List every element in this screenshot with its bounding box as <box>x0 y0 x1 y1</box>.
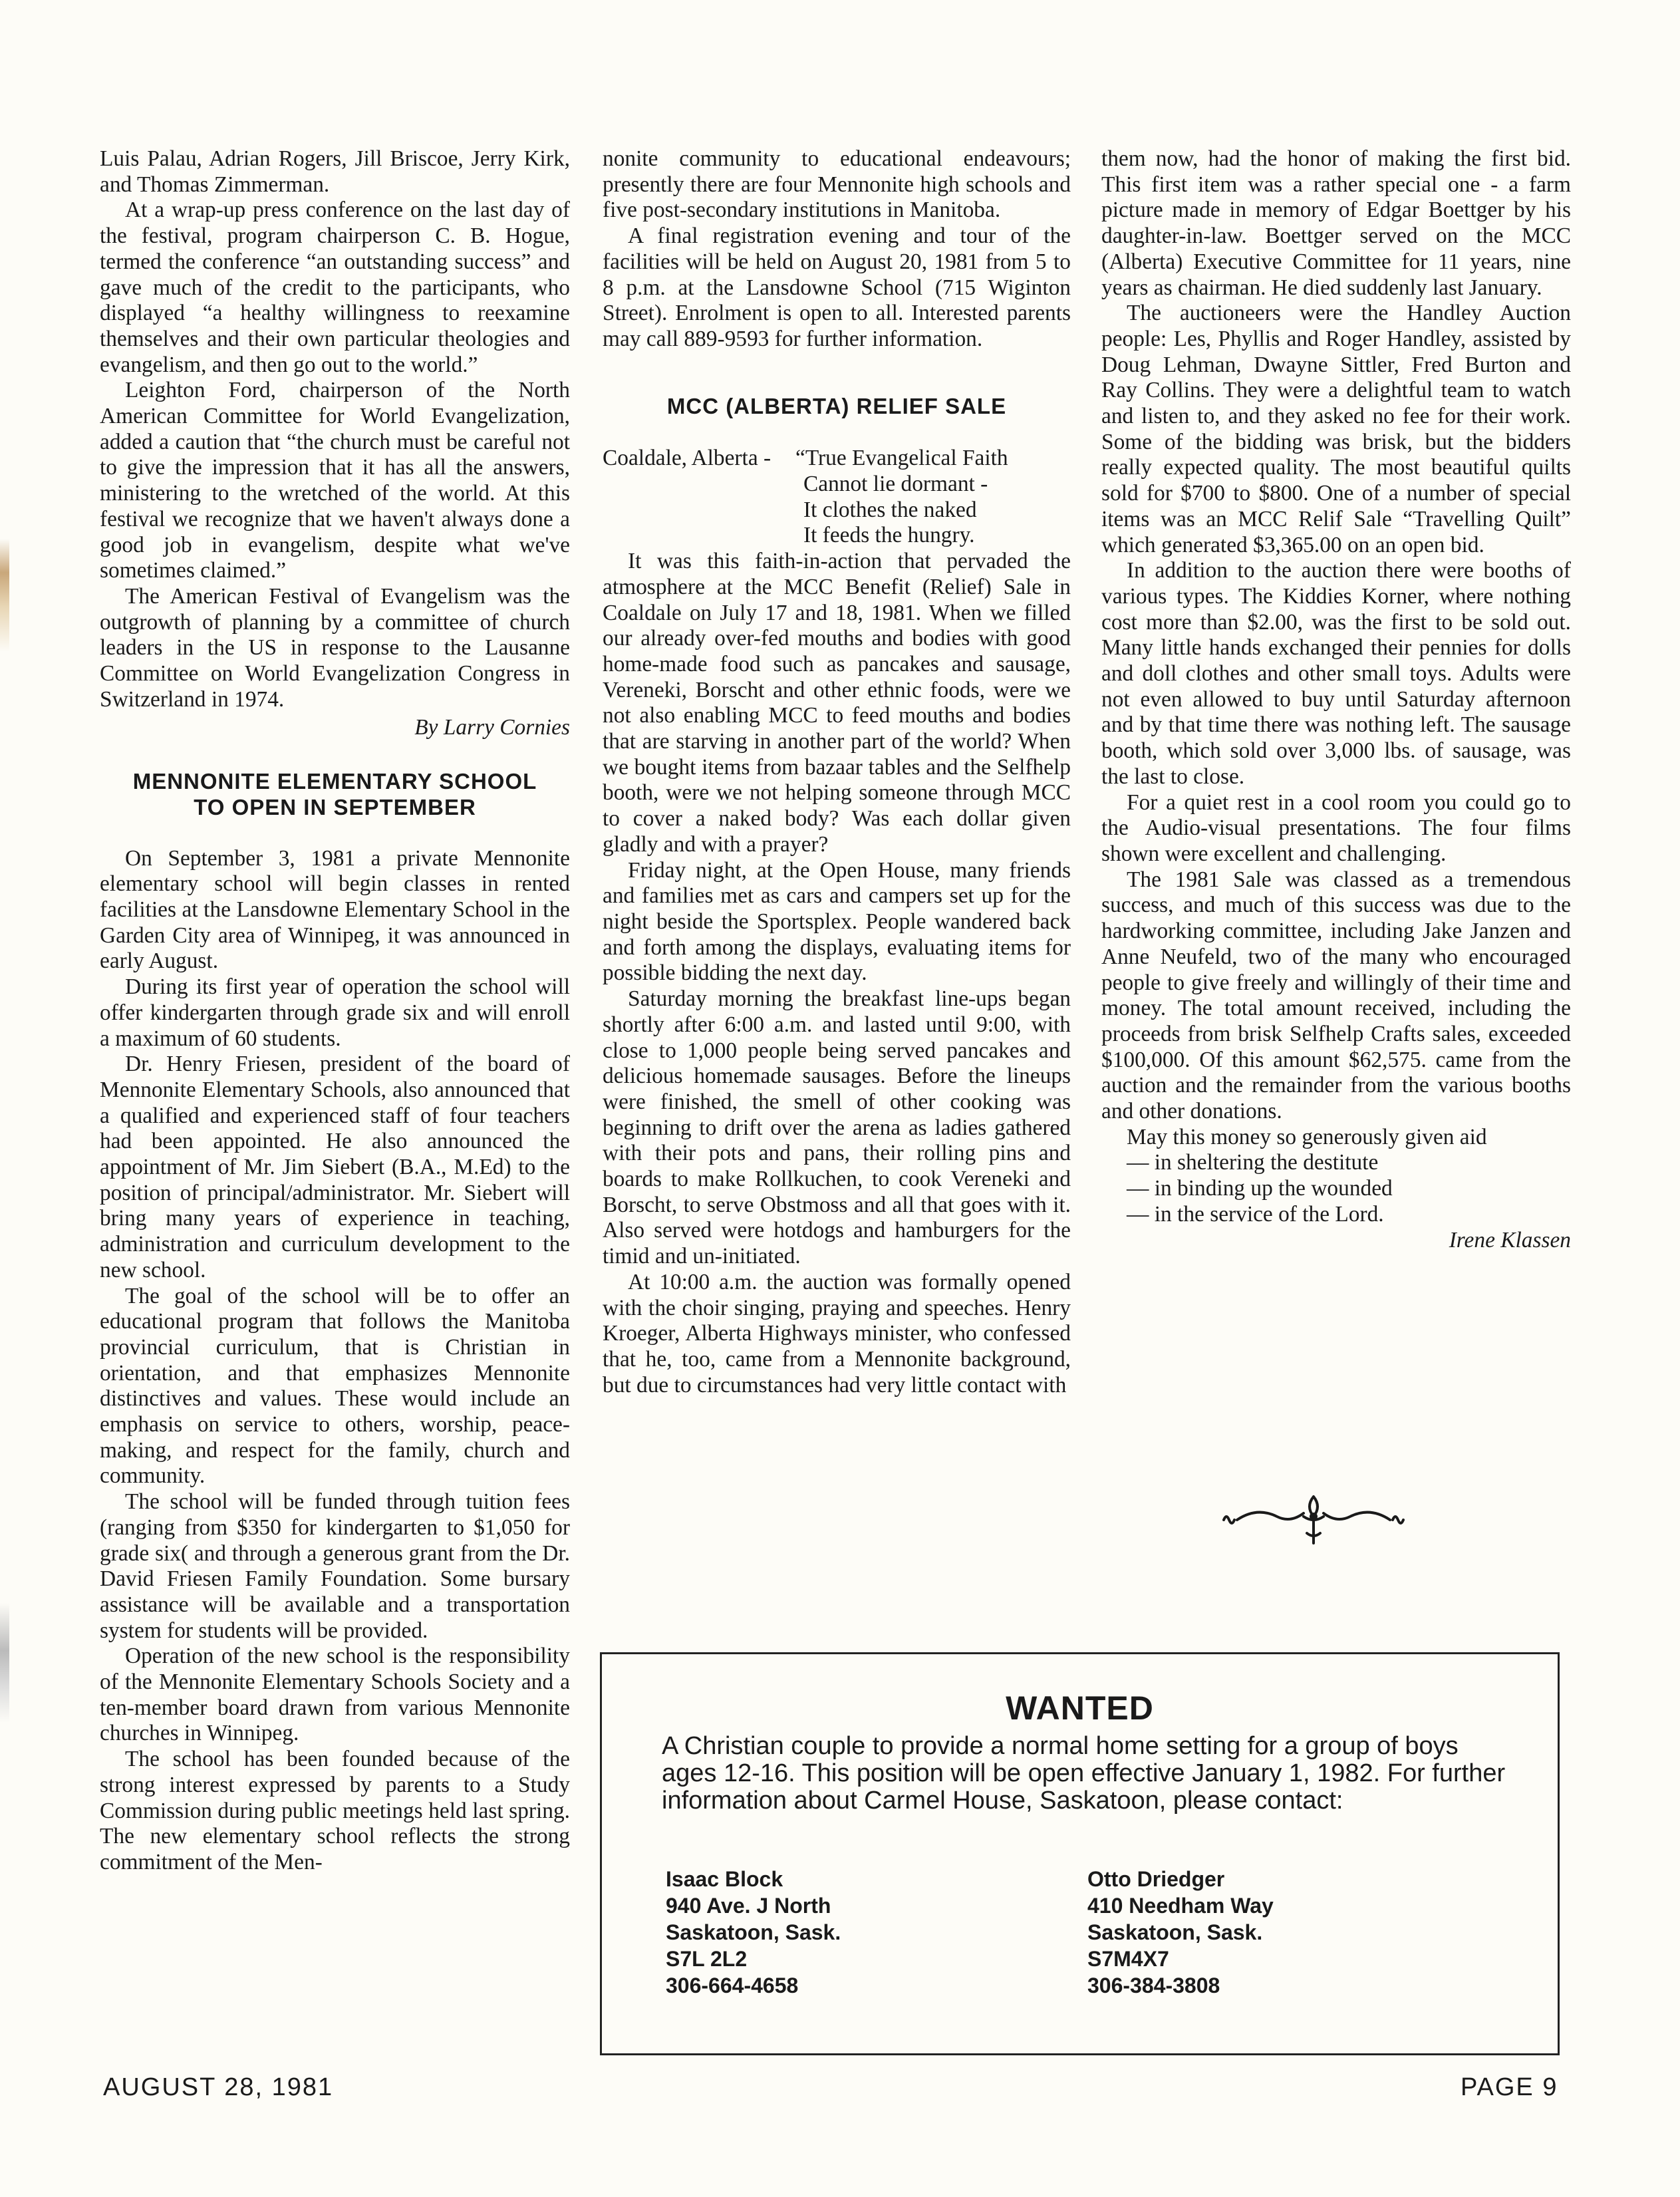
article-paragraph: A final registration evening and tour of the facilities will be held on August 20, 1981 from 5 to 8 p.m. at the Lansdowne School (715 Wiginton Street). Enrolment is open to all. Interested parents may call 889-9593 for further information. <box>603 223 1071 351</box>
contact-line: 940 Ave. J North <box>666 1894 831 1918</box>
ad-contacts <box>666 1866 1530 1999</box>
article-paragraph: The school will be funded through tuition fees (ranging from $350 for kindergarten to $1,050 for grade six( and through a generous grant from the Dr. David Friesen Family Foundation. Some bursary assistance will be available and a transportation system for students will be provided. <box>100 1489 570 1643</box>
dateline: Coaldale, Alberta - <box>603 446 771 471</box>
ad-title: WANTED <box>1006 1689 1154 1727</box>
article-paragraph: The 1981 Sale was classed as a tremendous success, and much of this success was due to the hardworking committee, including Jake Janzen and Anne Neufeld, two of the many who encouraged people to give freely and willingly of their time and money. The total amount received, including the proceeds from brisk Selfhelp Crafts sales, exceeded $100,000. Of this amount $62,575. came from the auction and the remainder from the various booths and other donations. <box>1101 867 1571 1124</box>
article-paragraph: The American Festival of Evangelism was the outgrowth of planning by a committee of church leaders in the US in response to the Lausanne Committee on World Evangelization Congress in Switzerland in 1974. <box>100 583 570 712</box>
scan-mark-bottom <box>0 1603 9 1723</box>
contact-line: S7L 2L2 <box>666 1947 748 1971</box>
contact-line: Isaac Block <box>666 1867 783 1891</box>
article-paragraph: nonite community to educational endeavours; presently there are four Mennonite high schools and five post-secondary institutions in Manitoba. <box>603 146 1071 223</box>
contact-line: 306-384-3808 <box>1087 1974 1220 1997</box>
article-paragraph: At 10:00 a.m. the auction was formally opened with the choir singing, praying and speeches. Henry Kroeger, Alberta Highways minister, who confessed that he, too, came from a Mennonite background, but due to circumstances had very little contact with <box>603 1269 1071 1397</box>
article-paragraph: The goal of the school will be to offer an educational program that follows the Manitoba provincial curriculum, that is Christian in orientation, and that emphasizes Mennonite distinctives and values. These would include an emphasis on service to others, worship, peace-making, and respect for the family, church and community. <box>100 1283 570 1489</box>
ornament-divider-icon <box>1217 1483 1410 1550</box>
aid-item: — in sheltering the destitute <box>1127 1150 1379 1175</box>
article-paragraph: The school has been founded because of the strong interest expressed by parents to a Study Commission during public meetings held last spring. The new elementary school reflects the strong commitment of the Men- <box>100 1747 570 1874</box>
article-paragraph: For a quiet rest in a cool room you could go to the Audio-visual presentations. The four films shown were excellent and challenging. <box>1101 790 1571 866</box>
article-paragraph: Dr. Henry Friesen, president of the board of Mennonite Elementary Schools, also announced that a qualified and experienced staff of four teachers had been appointed. He also announced the appointment of Mr. Jim Siebert (B.A., M.Ed) to the position of principal/administrator. Mr. Siebert will bring many years of experience in teaching, administration and curriculum development to the new school. <box>100 1052 570 1282</box>
verse-line: It feeds the hungry. <box>803 523 975 548</box>
article-paragraph: Luis Palau, Adrian Rogers, Jill Briscoe, Jerry Kirk, and Thomas Zimmerman. <box>100 146 570 197</box>
article-paragraph: At a wrap-up press conference on the last day of the festival, program chairperson C. B. Hogue, termed the conference “an outstanding success” and gave much of the credit to the participants, who displayed “a healthy willingness to reexamine themselves and their own particular theologies and evangelism, and then go out to the world.” <box>100 198 570 377</box>
column-right <box>1101 146 1571 1253</box>
article-paragraph: Leighton Ford, chairperson of the North American Committee for World Evangelization, added a caution that “the church must be careful not to give the impression that it has all the answers, ministering to the wretched of the world. At this festival we recognize that we haven't always done a good job in evangelism, despite what we've sometimes claimed.” <box>100 378 570 583</box>
column-middle <box>603 146 1071 1398</box>
dateline-verse <box>603 446 1071 549</box>
article-paragraph: Saturday morning the breakfast line-ups began shortly after 6:00 a.m. and lasted until 9:00, with close to 1,000 people being served pancakes and delicious homemade sausages. Before the lineups were finished, the smell of other cooking was beginning to drift over the arena as ladies gathered with their pots and pans, their rolling pins and boards to make Rollkuchen, to cook Vereneki and Borscht, to serve Obstmoss and all that goes with it. Also served were hotdogs and hamburgers for the timid and un-initiated. <box>603 986 1071 1269</box>
footer-page-number: PAGE 9 <box>1461 2073 1558 2101</box>
verse-line: It clothes the naked <box>803 497 977 522</box>
article-paragraph: During its first year of operation the school will offer kindergarten through grade six and will enroll a maximum of 60 students. <box>100 974 570 1051</box>
aid-item: — in the service of the Lord. <box>1127 1201 1384 1227</box>
scan-mark-top <box>0 539 9 652</box>
contact-line: Saskatoon, Sask. <box>666 1920 841 1944</box>
article-paragraph: Friday night, at the Open House, many friends and families met as cars and campers set up for the night beside the Sportsplex. People wandered back and forth among the displays, evaluating items for possible bidding the next day. <box>603 857 1071 986</box>
article-paragraph: On September 3, 1981 a private Mennonite elementary school will begin classes in rented facilities at the Lansdowne Elementary School in the Garden City area of Winnipeg, it was announced in early August. <box>100 845 570 974</box>
aid-list <box>1101 1150 1571 1227</box>
column-left <box>100 146 570 1876</box>
contact-line: Saskatoon, Sask. <box>1087 1920 1263 1944</box>
article-paragraph: In addition to the auction there were booths of various types. The Kiddies Korner, where nothing cost more than $2.00, was the first to be sold out. Many little hands exchanged their pennies for dolls and doll clothes and other small toys. Adults were not even allowed to buy until Saturday afternoon and by that time there was nothing left. The sausage booth, which sold over 3,000 lbs. of sausage, was the last to close. <box>1101 558 1571 789</box>
headline-line: MENNONITE ELEMENTARY SCHOOL <box>132 769 537 794</box>
article-paragraph: It was this faith-in-action that pervaded the atmosphere at the MCC Benefit (Relief) Sale in Coaldale on July 17 and 18, 1981. When we filled our already over-fed mouths and bodies with good home-made food such as pancakes and sausage, Vereneki, Borscht and other ethnic foods, were we not also enabling MCC to feed mouths and bodies that are starving in another part of the world? When we bought items from bazaar tables and the Selfhelp booth, were we not helping someone through MCC to cover a naked body? Was each dollar given gladly and with a prayer? <box>603 549 1071 857</box>
contact-line: 306-664-4658 <box>666 1974 799 1997</box>
verse-quote <box>795 446 1008 549</box>
contact-line: 410 Needham Way <box>1087 1894 1274 1918</box>
ad-body: A Christian couple to provide a normal home setting for a group of boys ages 12-16. This position will be open effective January 1, 1982. For further information about Carmel House, Saskatoon, please contact: <box>662 1732 1506 1815</box>
aid-intro: May this money so generously given aid <box>1127 1124 1487 1149</box>
footer-date: AUGUST 28, 1981 <box>103 2073 334 2101</box>
headline-mennonite-school <box>100 769 570 820</box>
headline-mcc-relief-sale: MCC (ALBERTA) RELIEF SALE <box>666 393 1007 418</box>
byline-larry-cornies: By Larry Cornies <box>414 715 570 740</box>
headline-line: TO OPEN IN SEPTEMBER <box>194 794 476 819</box>
contact-otto-driedger <box>1087 1866 1509 1999</box>
article-paragraph: them now, had the honor of making the first bid. This first item was a rather special one - a farm picture made in memory of Edgar Boettger by his daughter-in-law. Boettger served on the MCC (Alberta) Executive Committee for 11 years, nine years as chairman. He died suddenly last January. <box>1101 146 1571 300</box>
article-paragraph: The auctioneers were the Handley Auction people: Les, Phyllis and Roger Handley, assisted by Doug Lehman, Dwayne Sittler, Fred Burton and Ray Collins. They were a delightful team to watch and listen to, and they asked no fee for their work. Some of the bidding was brisk, but the bidders really expected quality. The most beautiful quilts sold for $700 to $800. One of a number of special items was an MCC Relif Sale “Travelling Quilt” which generated $3,365.00 on an open bid. <box>1101 301 1571 557</box>
byline-irene-klassen: Irene Klassen <box>1449 1227 1571 1252</box>
contact-line: S7M4X7 <box>1087 1947 1169 1971</box>
contact-isaac-block <box>666 1866 1087 1999</box>
verse-line: Cannot lie dormant - <box>803 472 988 497</box>
verse-line: “True Evangelical Faith <box>795 446 1008 471</box>
article-paragraph: Operation of the new school is the responsibility of the Mennonite Elementary Schools Society and a ten-member board drawn from various Mennonite churches in Winnipeg. <box>100 1644 570 1746</box>
aid-item: — in binding up the wounded <box>1127 1176 1393 1201</box>
wanted-ad-box <box>600 1652 1560 2055</box>
contact-line: Otto Driedger <box>1087 1867 1225 1891</box>
